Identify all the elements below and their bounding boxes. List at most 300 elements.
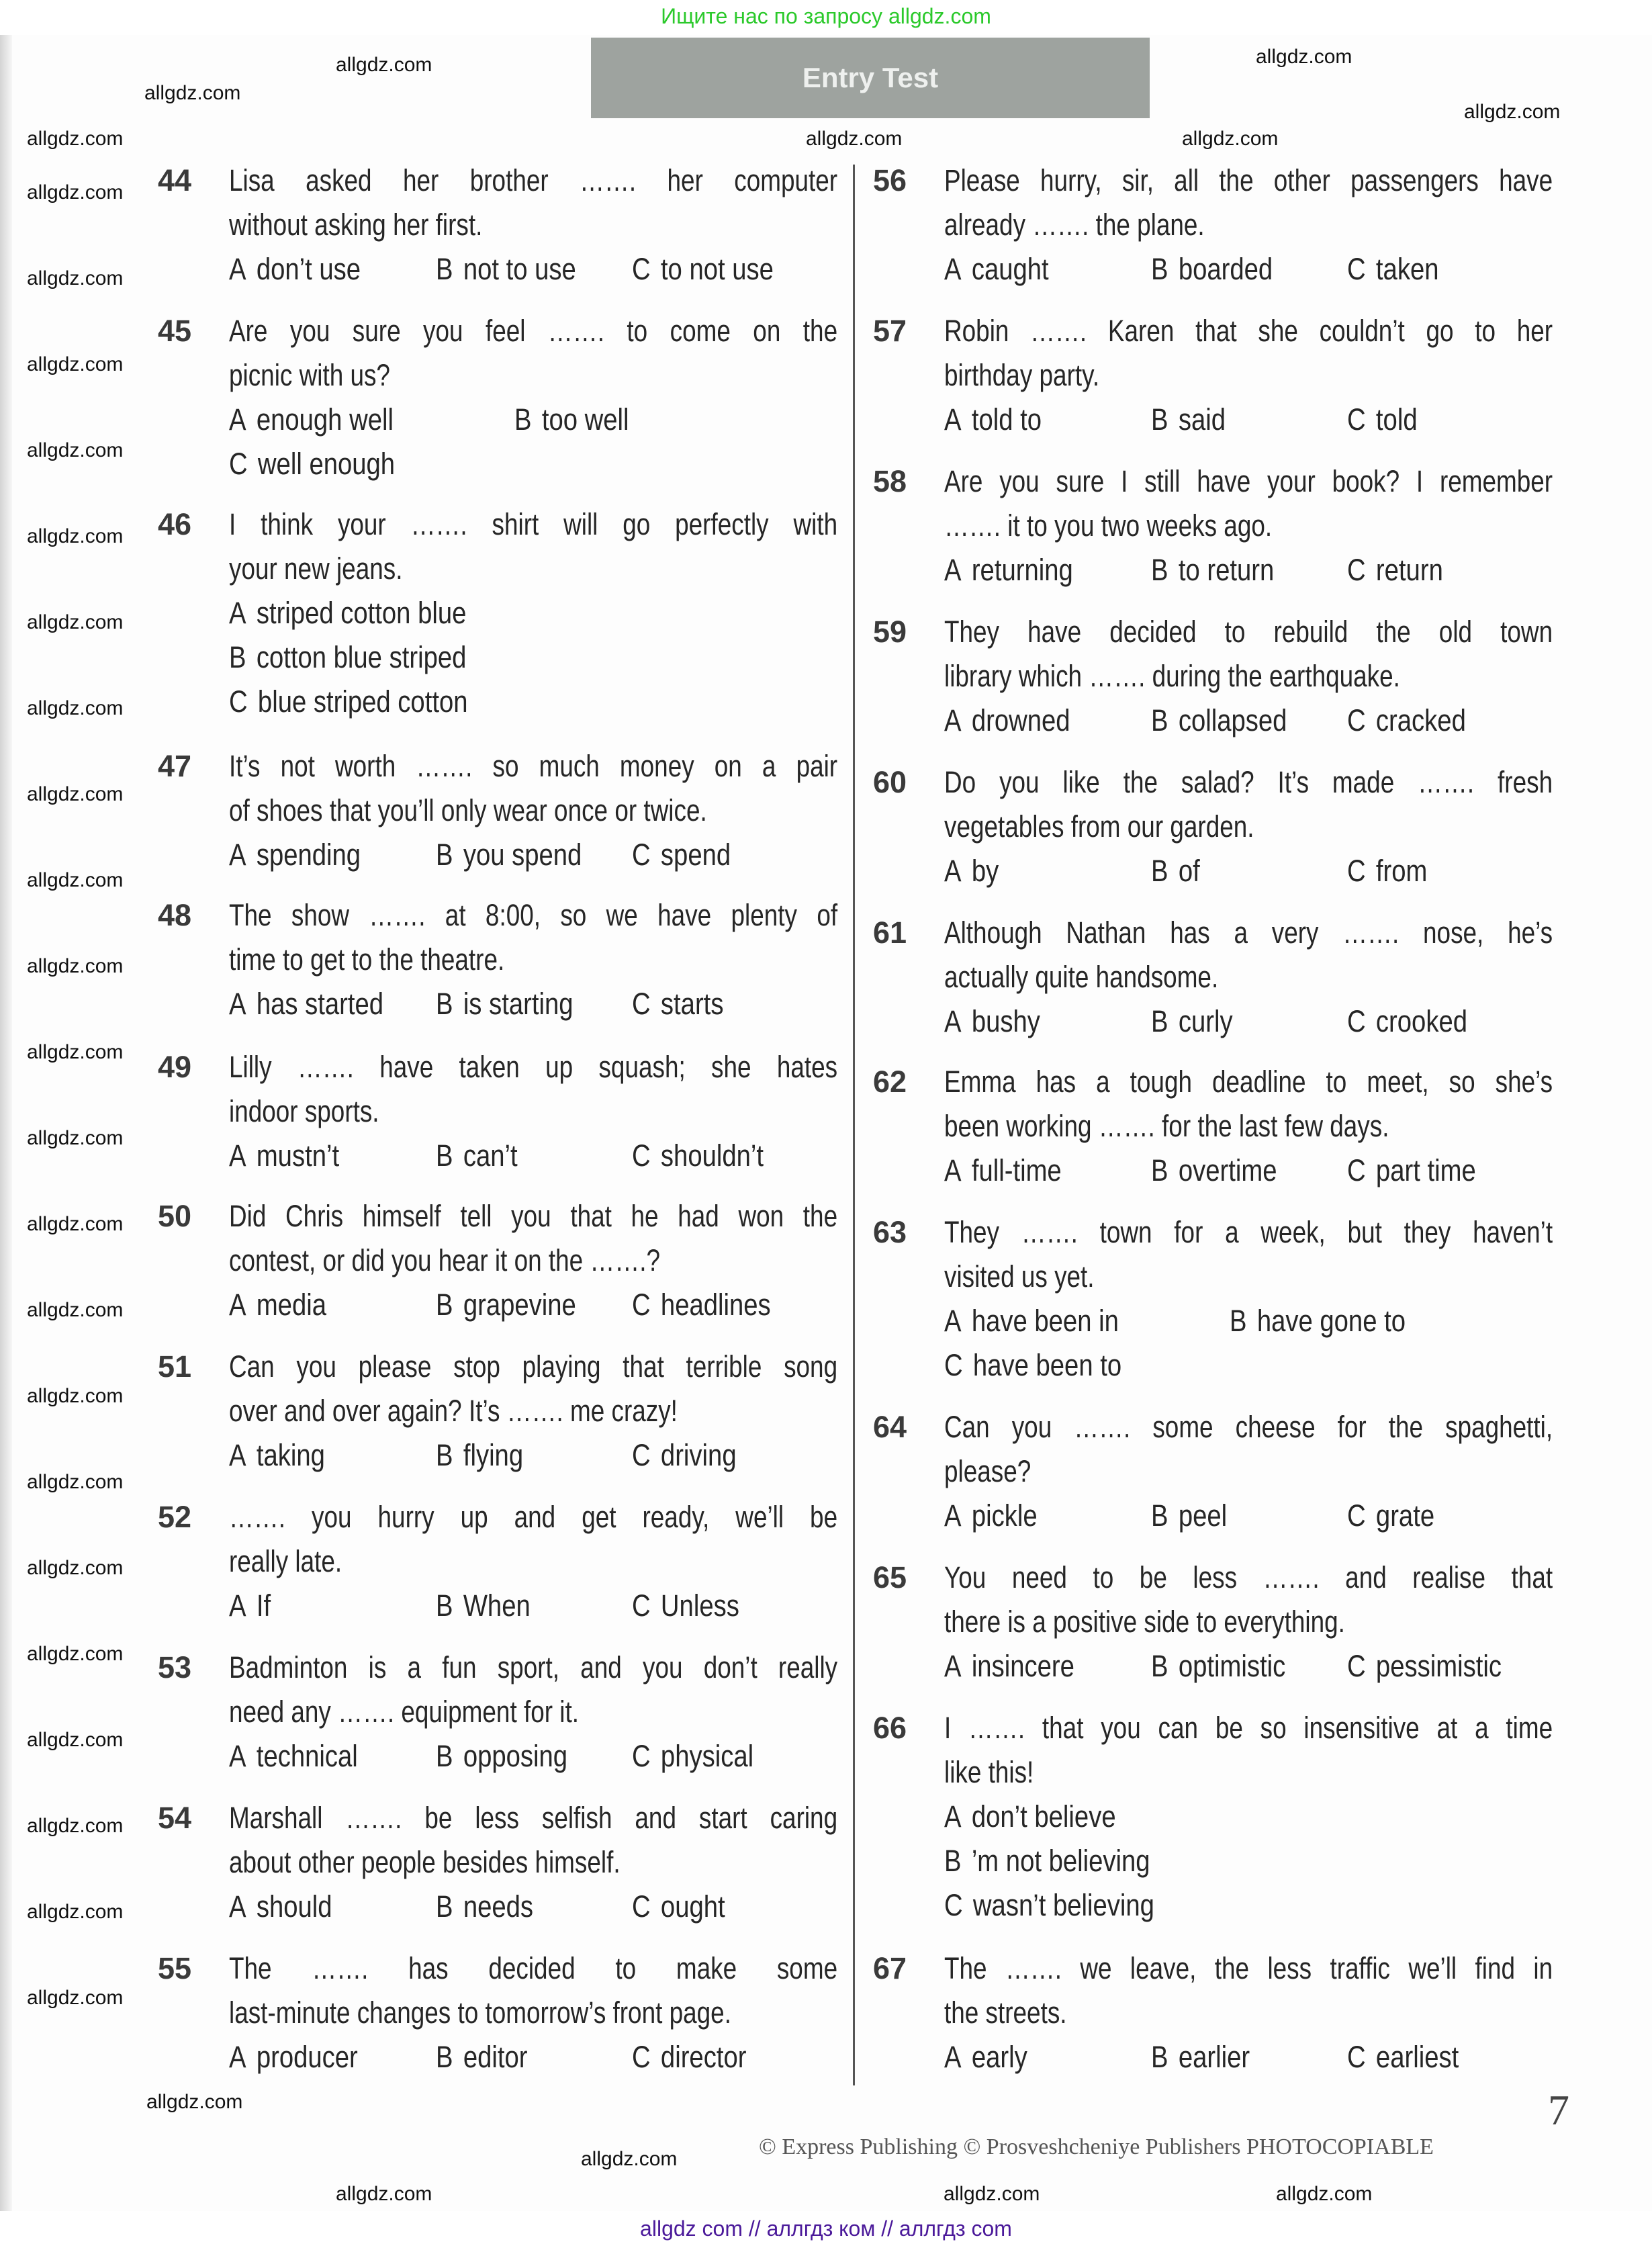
watermark: allgdz.com <box>806 128 903 150</box>
option-text: don’t believe <box>971 1799 1116 1834</box>
answer-option-a[interactable] <box>944 699 1070 743</box>
page-number: 7 <box>1548 2086 1569 2134</box>
answer-option-a[interactable] <box>229 982 383 1026</box>
option-text: from <box>1375 854 1428 888</box>
option-text: producer <box>256 2040 358 2074</box>
option-text: ought <box>660 1889 725 1924</box>
option-letter: C <box>632 1588 651 1623</box>
option-text: have gone to <box>1256 1304 1406 1338</box>
option-text: taken <box>1375 252 1439 286</box>
answer-option-a[interactable] <box>229 591 466 635</box>
answer-option-c[interactable] <box>1347 1644 1502 1689</box>
answer-option-c[interactable] <box>1347 548 1443 592</box>
option-letter: B <box>1151 854 1168 888</box>
option-text: bushy <box>971 1004 1040 1038</box>
option-letter: C <box>229 684 248 719</box>
option-letter: B <box>229 640 246 674</box>
watermark: allgdz.com <box>27 869 124 891</box>
answer-option-a[interactable] <box>944 1494 1038 1538</box>
answer-option-b[interactable] <box>514 398 629 442</box>
option-letter: C <box>1347 1649 1366 1683</box>
watermark: allgdz.com <box>1256 46 1352 68</box>
option-text: can’t <box>463 1138 518 1173</box>
option-letter: B <box>436 1889 453 1924</box>
answer-option-c[interactable] <box>1347 2035 1459 2079</box>
page-spine-shadow <box>0 35 12 2211</box>
watermark: allgdz.com <box>27 1127 124 1149</box>
watermark: allgdz.com <box>336 2183 432 2205</box>
answer-option-c[interactable] <box>632 1584 739 1628</box>
option-text: striped cotton blue <box>256 596 467 630</box>
option-letter: A <box>229 1588 246 1623</box>
option-text: When <box>463 1588 531 1623</box>
option-text: collapsed <box>1178 703 1287 737</box>
watermark: allgdz.com <box>27 181 124 204</box>
answer-option-b[interactable] <box>436 247 576 291</box>
option-text: told <box>1375 402 1418 437</box>
answer-option-b[interactable] <box>436 1584 531 1628</box>
answer-option-c[interactable] <box>1347 699 1466 743</box>
watermark: allgdz.com <box>146 2091 243 2113</box>
option-text: caught <box>971 252 1049 286</box>
answer-option-c[interactable] <box>632 247 774 291</box>
watermark: allgdz.com <box>27 955 124 977</box>
option-letter: B <box>1151 703 1168 737</box>
option-text: Unless <box>660 1588 739 1623</box>
option-text: grate <box>1375 1498 1435 1533</box>
watermark: allgdz.com <box>27 783 124 805</box>
option-letter: B <box>1151 2040 1168 2074</box>
option-text: earliest <box>1375 2040 1459 2074</box>
question-text-line: already ……. the plane. <box>944 208 1205 242</box>
question-text-line: Can you ……. some cheese for the spaghetti, <box>944 1410 1553 1444</box>
question-text-line: It’s not worth ……. so much money on a pair <box>229 749 838 783</box>
option-text: drowned <box>971 703 1070 737</box>
option-text: cotton blue striped <box>256 640 467 674</box>
option-letter: A <box>944 1799 962 1834</box>
option-letter: B <box>436 987 453 1021</box>
option-text: curly <box>1178 1004 1233 1038</box>
option-text: taking <box>256 1438 325 1472</box>
watermark: allgdz.com <box>581 2148 678 2170</box>
option-letter: A <box>229 1138 246 1173</box>
option-text: pessimistic <box>1375 1649 1502 1683</box>
option-letter: A <box>944 1004 962 1038</box>
answer-option-c[interactable] <box>1347 999 1467 1044</box>
question-text-line: like this! <box>944 1755 1034 1789</box>
watermark: allgdz.com <box>27 128 124 150</box>
answer-option-a[interactable] <box>944 849 999 893</box>
answer-option-b[interactable] <box>436 2035 528 2079</box>
option-text: said <box>1178 402 1226 437</box>
option-letter: A <box>944 1304 962 1338</box>
question-text-line: over and over again? It’s ……. me crazy! <box>229 1394 678 1428</box>
option-text: director <box>660 2040 747 2074</box>
option-letter: A <box>229 2040 246 2074</box>
answer-option-c[interactable] <box>632 2035 746 2079</box>
question-number: 51 <box>158 1349 192 1384</box>
answer-option-a[interactable] <box>944 1149 1062 1193</box>
question-text-line: I ……. that you can be so insensitive at a time <box>944 1711 1553 1745</box>
answer-option-c[interactable] <box>1347 1149 1476 1193</box>
option-text: enough well <box>256 402 394 437</box>
answer-option-b[interactable] <box>436 1283 576 1327</box>
option-letter: A <box>944 1498 962 1533</box>
option-text: pickle <box>971 1498 1038 1533</box>
question-text-line: ……. it to you two weeks ago. <box>944 508 1273 543</box>
option-letter: B <box>436 2040 453 2074</box>
watermark: allgdz.com <box>27 1385 124 1407</box>
answer-option-c[interactable] <box>229 680 467 724</box>
answer-option-a[interactable] <box>229 1433 325 1478</box>
question-text-line: last-minute changes to tomorrow’s front page. <box>229 1995 731 2030</box>
option-text: ’m not believing <box>971 1844 1150 1878</box>
answer-option-a[interactable] <box>229 1134 339 1178</box>
answer-option-c[interactable] <box>632 1134 764 1178</box>
watermark: allgdz.com <box>27 267 124 289</box>
watermark: allgdz.com <box>27 1213 124 1235</box>
option-letter: C <box>1347 854 1366 888</box>
answer-option-a[interactable] <box>229 247 361 291</box>
answer-option-b[interactable] <box>1151 2035 1250 2079</box>
option-letter: B <box>436 1138 453 1173</box>
watermark: allgdz.com <box>336 54 432 76</box>
question-text-line: Emma has a tough deadline to meet, so she’s <box>944 1065 1553 1099</box>
option-letter: A <box>944 2040 962 2074</box>
answer-option-c[interactable] <box>1347 849 1427 893</box>
option-letter: C <box>1347 553 1366 587</box>
watermark: allgdz.com <box>1464 101 1561 123</box>
question-number: 50 <box>158 1199 192 1233</box>
option-text: you spend <box>463 838 582 872</box>
option-letter: C <box>632 987 651 1021</box>
answer-option-c[interactable] <box>944 1883 1154 1928</box>
option-text: part time <box>1375 1153 1476 1187</box>
question-number: 61 <box>873 915 907 950</box>
answer-option-c[interactable] <box>1347 398 1418 442</box>
answer-option-a[interactable] <box>229 1885 332 1929</box>
question-text-line: contest, or did you hear it on the …….? <box>229 1243 661 1277</box>
answer-option-c[interactable] <box>1347 1494 1434 1538</box>
answer-option-a[interactable] <box>229 1734 358 1779</box>
question-number: 49 <box>158 1050 192 1084</box>
watermark: allgdz.com <box>27 525 124 547</box>
option-text: wasn’t believing <box>972 1888 1154 1922</box>
answer-option-b[interactable] <box>1151 699 1287 743</box>
watermark: allgdz.com <box>1182 128 1279 150</box>
question-number: 65 <box>873 1560 907 1594</box>
question-text-line: really late. <box>229 1544 342 1578</box>
option-letter: B <box>1151 1004 1168 1038</box>
watermark: allgdz.com <box>1276 2183 1373 2205</box>
option-letter: A <box>229 1739 246 1773</box>
watermark: allgdz.com <box>27 1643 124 1665</box>
option-text: have been in <box>971 1304 1119 1338</box>
option-text: spend <box>660 838 731 872</box>
question-text-line: Badminton is a fun sport, and you don’t really <box>229 1650 838 1684</box>
answer-option-b[interactable] <box>436 1134 518 1178</box>
answer-option-b[interactable] <box>436 1885 533 1929</box>
answer-option-b[interactable] <box>436 1433 523 1478</box>
option-text: blue striped cotton <box>257 684 468 719</box>
question-text-line: library which ……. during the earthquake. <box>944 659 1400 693</box>
answer-option-c[interactable] <box>229 442 395 486</box>
answer-option-c[interactable] <box>632 833 731 877</box>
answer-option-b[interactable] <box>1230 1299 1406 1343</box>
question-text-line: Robin ……. Karen that she couldn’t go to her <box>944 314 1553 348</box>
watermark: allgdz.com <box>944 2183 1040 2205</box>
option-text: to not use <box>660 252 774 286</box>
question-text-line: Are you sure I still have your book? I remember <box>944 464 1553 498</box>
option-text: should <box>256 1889 332 1924</box>
option-letter: B <box>436 1288 453 1322</box>
question-text-line: Although Nathan has a very ……. nose, he’s <box>944 915 1553 950</box>
question-text-line: about other people besides himself. <box>229 1845 621 1879</box>
answer-option-a[interactable] <box>944 1795 1116 1839</box>
option-letter: A <box>229 1288 246 1322</box>
question-text-line: Lilly ……. have taken up squash; she hates <box>229 1050 838 1084</box>
option-letter: A <box>229 596 246 630</box>
question-text-line: Are you sure you feel ……. to come on the <box>229 314 838 348</box>
option-text: shouldn’t <box>660 1138 764 1173</box>
question-text-line: Please hurry, sir, all the other passengers have <box>944 163 1553 197</box>
option-text: headlines <box>660 1288 771 1322</box>
option-text: by <box>971 854 999 888</box>
option-letter: B <box>1230 1304 1247 1338</box>
option-letter: C <box>229 447 248 481</box>
option-text: optimistic <box>1178 1649 1286 1683</box>
option-letter: C <box>632 838 651 872</box>
option-text: physical <box>660 1739 754 1773</box>
watermark: allgdz.com <box>27 1041 124 1063</box>
question-number: 59 <box>873 615 907 649</box>
answer-option-c[interactable] <box>944 1343 1121 1388</box>
option-letter: B <box>1151 1498 1168 1533</box>
option-letter: A <box>944 1153 962 1187</box>
option-letter: C <box>632 1138 651 1173</box>
watermark: allgdz.com <box>27 611 124 633</box>
option-text: to return <box>1178 553 1275 587</box>
answer-option-b[interactable] <box>436 982 573 1026</box>
answer-option-a[interactable] <box>944 1644 1074 1689</box>
question-number: 53 <box>158 1650 192 1684</box>
answer-option-b[interactable] <box>1151 849 1200 893</box>
option-text: If <box>256 1588 271 1623</box>
question-text-line: Marshall ……. be less selfish and start caring <box>229 1801 838 1835</box>
option-letter: B <box>436 1739 453 1773</box>
answer-option-b[interactable] <box>436 1734 567 1779</box>
option-text: insincere <box>971 1649 1074 1683</box>
option-text: well enough <box>257 447 396 481</box>
option-letter: A <box>229 402 246 437</box>
answer-option-b[interactable] <box>1151 247 1273 291</box>
question-text-line: I think your ……. shirt will go perfectly with <box>229 507 838 541</box>
watermark: allgdz.com <box>27 1471 124 1493</box>
question-number: 46 <box>158 507 192 541</box>
answer-option-b[interactable] <box>944 1839 1150 1883</box>
question-text-line: there is a positive side to everything. <box>944 1605 1345 1639</box>
option-letter: B <box>436 1588 453 1623</box>
question-text-line: vegetables from our garden. <box>944 809 1254 844</box>
question-number: 57 <box>873 314 907 348</box>
option-text: told to <box>971 402 1042 437</box>
option-text: has started <box>256 987 384 1021</box>
option-letter: A <box>944 703 962 737</box>
answer-option-b[interactable] <box>436 833 582 877</box>
question-number: 44 <box>158 163 192 197</box>
option-text: not to use <box>463 252 576 286</box>
option-letter: B <box>514 402 532 437</box>
option-letter: C <box>632 1288 651 1322</box>
watermark: allgdz.com <box>27 1815 124 1837</box>
question-number: 64 <box>873 1410 907 1444</box>
option-letter: B <box>1151 1153 1168 1187</box>
question-text-line: picnic with us? <box>229 358 390 392</box>
option-letter: A <box>229 1889 246 1924</box>
answer-option-c[interactable] <box>632 1433 737 1478</box>
watermark: allgdz.com <box>144 82 241 104</box>
watermark: allgdz.com <box>27 1557 124 1579</box>
option-text: peel <box>1178 1498 1228 1533</box>
question-text-line: They ……. town for a week, but they haven’t <box>944 1215 1553 1249</box>
column-divider <box>853 165 855 2085</box>
option-letter: B <box>436 1438 453 1472</box>
watermark: allgdz.com <box>27 1729 124 1751</box>
top-banner: Ищите нас по запросу allgdz.com <box>661 4 991 28</box>
option-letter: B <box>436 252 453 286</box>
answer-option-a[interactable] <box>229 1283 326 1327</box>
question-number: 55 <box>158 1951 192 1985</box>
question-number: 48 <box>158 898 192 932</box>
question-text-line: The ……. we leave, the less traffic we’ll find in <box>944 1951 1553 1985</box>
option-letter: A <box>229 838 246 872</box>
answer-option-a[interactable] <box>229 398 394 442</box>
option-text: of <box>1178 854 1200 888</box>
option-letter: A <box>944 553 962 587</box>
option-text: media <box>256 1288 327 1322</box>
option-letter: C <box>1347 703 1366 737</box>
question-text-line: of shoes that you’ll only wear once or twice. <box>229 793 707 827</box>
option-letter: A <box>944 854 962 888</box>
option-letter: C <box>1347 252 1366 286</box>
question-number: 58 <box>873 464 907 498</box>
question-text-line: time to get to the theatre. <box>229 942 505 977</box>
option-letter: A <box>944 252 962 286</box>
question-number: 60 <box>873 765 907 799</box>
answer-option-a[interactable] <box>944 398 1042 442</box>
option-letter: C <box>1347 2040 1366 2074</box>
answer-option-a[interactable] <box>229 833 361 877</box>
answer-option-b[interactable] <box>1151 1644 1285 1689</box>
option-text: early <box>971 2040 1027 2074</box>
option-letter: C <box>632 1438 651 1472</box>
option-letter: A <box>944 402 962 437</box>
option-text: full-time <box>971 1153 1062 1187</box>
question-text-line: Can you please stop playing that terrible song <box>229 1349 838 1384</box>
option-text: too well <box>541 402 629 437</box>
answer-option-b[interactable] <box>1151 398 1226 442</box>
option-text: overtime <box>1178 1153 1277 1187</box>
question-number: 66 <box>873 1711 907 1745</box>
answer-option-b[interactable] <box>229 635 466 680</box>
question-number: 67 <box>873 1951 907 1985</box>
option-text: starts <box>660 987 724 1021</box>
option-text: opposing <box>463 1739 568 1773</box>
option-letter: B <box>1151 1649 1168 1683</box>
answer-option-c[interactable] <box>632 1885 725 1929</box>
question-number: 45 <box>158 314 192 348</box>
option-text: cracked <box>1375 703 1466 737</box>
question-text-line: without asking her first. <box>229 208 483 242</box>
bottom-banner: allgdz com // аллгдз ком // аллгдз com <box>640 2216 1012 2241</box>
option-letter: B <box>944 1844 962 1878</box>
option-text: boarded <box>1178 252 1273 286</box>
option-letter: C <box>632 2040 651 2074</box>
question-text-line: Lisa asked her brother ……. her computer <box>229 163 838 197</box>
option-text: needs <box>463 1889 534 1924</box>
option-letter: B <box>436 838 453 872</box>
answer-option-b[interactable] <box>1151 1494 1227 1538</box>
question-number: 52 <box>158 1500 192 1534</box>
option-text: returning <box>971 553 1073 587</box>
question-text-line: The ……. has decided to make some <box>229 1951 838 1985</box>
question-text-line: please? <box>944 1454 1031 1488</box>
option-text: editor <box>463 2040 528 2074</box>
option-letter: C <box>944 1888 963 1922</box>
answer-option-a[interactable] <box>229 1584 271 1628</box>
option-text: spending <box>256 838 361 872</box>
option-letter: B <box>1151 252 1168 286</box>
option-text: earlier <box>1178 2040 1250 2074</box>
watermark: allgdz.com <box>27 1901 124 1923</box>
answer-option-a[interactable] <box>944 247 1049 291</box>
option-text: driving <box>660 1438 737 1472</box>
answer-option-c[interactable] <box>632 1283 771 1327</box>
answer-option-a[interactable] <box>944 1299 1119 1343</box>
option-letter: C <box>632 1739 651 1773</box>
question-text-line: The show ……. at 8:00, so we have plenty of <box>229 898 838 932</box>
option-text: mustn’t <box>256 1138 340 1173</box>
watermark: allgdz.com <box>27 1299 124 1321</box>
option-letter: C <box>944 1348 963 1382</box>
option-text: flying <box>463 1438 524 1472</box>
watermark: allgdz.com <box>27 353 124 375</box>
answer-option-c[interactable] <box>1347 247 1439 291</box>
answer-option-c[interactable] <box>632 1734 753 1779</box>
answer-option-a[interactable] <box>944 999 1040 1044</box>
watermark: allgdz.com <box>27 439 124 461</box>
question-text-line: need any ……. equipment for it. <box>229 1695 579 1729</box>
answer-option-b[interactable] <box>1151 999 1233 1044</box>
option-letter: C <box>1347 1153 1366 1187</box>
answer-option-c[interactable] <box>632 982 723 1026</box>
option-letter: A <box>944 1649 962 1683</box>
question-number: 62 <box>873 1065 907 1099</box>
question-text-line: They have decided to rebuild the old town <box>944 615 1553 649</box>
page-title: Entry Test <box>591 38 1150 118</box>
answer-option-b[interactable] <box>1151 548 1274 592</box>
question-text-line: ……. you hurry up and get ready, we’ll be <box>229 1500 838 1534</box>
question-number: 47 <box>158 749 192 783</box>
answer-option-a[interactable] <box>229 2035 358 2079</box>
answer-option-a[interactable] <box>944 548 1073 592</box>
answer-option-a[interactable] <box>944 2035 1027 2079</box>
question-text-line: your new jeans. <box>229 551 403 586</box>
option-letter: C <box>1347 1498 1366 1533</box>
answer-option-b[interactable] <box>1151 1149 1277 1193</box>
option-letter: A <box>229 252 246 286</box>
option-letter: C <box>632 1889 651 1924</box>
